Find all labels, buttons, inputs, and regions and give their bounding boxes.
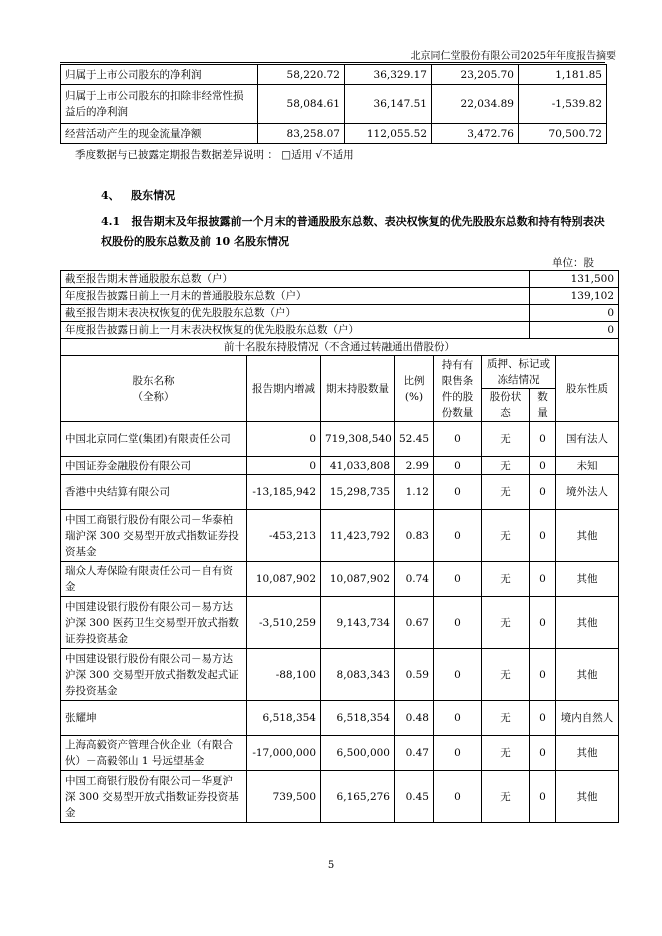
ratio-value: 0.67 <box>395 597 434 649</box>
change-value: 0 <box>247 457 321 475</box>
q2-value: 112,055.52 <box>345 124 432 144</box>
pledge-qty-value: 0 <box>530 649 556 701</box>
change-value: -3,510,259 <box>247 597 321 649</box>
section-heading <box>101 187 175 203</box>
change-value: 0 <box>247 422 321 457</box>
totals-row <box>61 271 619 288</box>
restricted-value: 0 <box>434 649 482 701</box>
pledge-status-value: 无 <box>482 597 530 649</box>
pledge-qty-value: 0 <box>530 736 556 771</box>
end-shares-value: 41,033,808 <box>321 457 395 475</box>
nature-value: 其他 <box>556 562 619 597</box>
shareholder-name: 中国北京同仁堂(集团)有限责任公司 <box>61 422 247 457</box>
restricted-value: 0 <box>434 457 482 475</box>
ratio-value: 52.45 <box>395 422 434 457</box>
q1-value: 58,220.72 <box>258 65 345 85</box>
restricted-value: 0 <box>434 562 482 597</box>
shareholder-name: 中国建设银行股份有限公司－易方达沪深 300 医药卫生交易型开放式指数证券投资基金 <box>61 597 247 649</box>
pledge-qty-value: 0 <box>530 422 556 457</box>
nature-value: 国有法人 <box>556 422 619 457</box>
header-divider <box>60 62 605 63</box>
end-shares-value: 6,500,000 <box>321 736 395 771</box>
change-value: 6,518,354 <box>247 701 321 736</box>
table-row <box>61 562 619 597</box>
table-row <box>61 736 619 771</box>
table-row <box>61 85 607 124</box>
ratio-value: 0.59 <box>395 649 434 701</box>
totals-value: 131,500 <box>530 271 619 288</box>
shareholder-name: 香港中央结算有限公司 <box>61 475 247 510</box>
q2-value: 36,147.51 <box>345 85 432 124</box>
nature-value: 其他 <box>556 597 619 649</box>
end-shares-value: 8,083,343 <box>321 649 395 701</box>
page-number: 5 <box>327 860 335 871</box>
shareholder-name: 中国建设银行股份有限公司－易方达沪深 300 交易型开放式指数发起式证券投资基金 <box>61 649 247 701</box>
totals-value: 0 <box>530 305 619 322</box>
col-change: 报告期内增减 <box>247 356 321 422</box>
pledge-qty-value: 0 <box>530 771 556 823</box>
table-row <box>61 771 619 823</box>
table-row <box>61 701 619 736</box>
change-value: 10,087,902 <box>247 562 321 597</box>
pledge-qty-value: 0 <box>530 562 556 597</box>
ratio-value: 2.99 <box>395 457 434 475</box>
end-shares-value: 11,423,792 <box>321 510 395 562</box>
q4-value: 70,500.72 <box>519 124 607 144</box>
nature-value: 境外法人 <box>556 475 619 510</box>
q3-value: 23,205.70 <box>432 65 519 85</box>
col-pledge-status: 股份状态 <box>482 389 530 422</box>
ratio-value: 0.45 <box>395 771 434 823</box>
totals-value: 0 <box>530 322 619 339</box>
column-header-row <box>61 356 619 389</box>
end-shares-value: 10,087,902 <box>321 562 395 597</box>
col-nature: 股东性质 <box>556 356 619 422</box>
quarterly-financial-table <box>60 64 607 144</box>
col-end-shares: 期末持股数量 <box>321 356 395 422</box>
row-label: 经营活动产生的现金流量净额 <box>61 124 258 144</box>
restricted-value: 0 <box>434 736 482 771</box>
unit-label: 单位：股 <box>552 257 594 269</box>
pledge-status-value: 无 <box>482 649 530 701</box>
subsection-heading <box>101 212 611 252</box>
totals-label: 截至报告期末普通股股东总数（户） <box>61 271 530 288</box>
section-number: 4、 <box>101 189 120 202</box>
pledge-status-value: 无 <box>482 510 530 562</box>
ratio-value: 0.83 <box>395 510 434 562</box>
pledge-qty-value: 0 <box>530 475 556 510</box>
top10-title: 前十名股东持股情况（不含通过转融通出借股份） <box>61 339 619 356</box>
totals-row <box>61 288 619 305</box>
shareholder-name: 中国工商银行股份有限公司－华泰柏瑞沪深 300 交易型开放式指数证券投资基金 <box>61 510 247 562</box>
col-restricted: 持有有限售条件的股份数量 <box>434 356 482 422</box>
nature-value: 未知 <box>556 457 619 475</box>
totals-row <box>61 322 619 339</box>
nature-value: 其他 <box>556 771 619 823</box>
shareholder-name: 瑞众人寿保险有限责任公司－自有资金 <box>61 562 247 597</box>
pledge-status-value: 无 <box>482 771 530 823</box>
shareholder-name: 张耀坤 <box>61 701 247 736</box>
change-value: -453,213 <box>247 510 321 562</box>
ratio-value: 0.74 <box>395 562 434 597</box>
shareholder-table <box>60 270 619 823</box>
ratio-value: 0.48 <box>395 701 434 736</box>
q1-value: 83,258.07 <box>258 124 345 144</box>
row-label: 归属于上市公司股东的净利润 <box>61 65 258 85</box>
change-value: 739,500 <box>247 771 321 823</box>
q3-value: 22,034.89 <box>432 85 519 124</box>
totals-value: 139,102 <box>530 288 619 305</box>
shareholder-name: 上海高毅资产管理合伙企业（有限合伙）－高毅邻山 1 号远望基金 <box>61 736 247 771</box>
table-row <box>61 124 607 144</box>
pledge-status-value: 无 <box>482 475 530 510</box>
table-row <box>61 510 619 562</box>
difference-note: 季度数据与已披露定期报告数据差异说明 ： □适用 √不适用 <box>75 149 354 161</box>
shareholder-rows <box>61 422 619 823</box>
ratio-value: 0.47 <box>395 736 434 771</box>
nature-value: 其他 <box>556 649 619 701</box>
restricted-value: 0 <box>434 475 482 510</box>
restricted-value: 0 <box>434 771 482 823</box>
row-label: 归属于上市公司股东的扣除非经常性损益后的净利润 <box>61 85 258 124</box>
table-row <box>61 475 619 510</box>
section-title: 股东情况 <box>131 189 176 202</box>
nature-value: 其他 <box>556 510 619 562</box>
change-value: -88,100 <box>247 649 321 701</box>
pledge-status-value: 无 <box>482 562 530 597</box>
q1-value: 58,084.61 <box>258 85 345 124</box>
end-shares-value: 6,518,354 <box>321 701 395 736</box>
pledge-status-value: 无 <box>482 457 530 475</box>
totals-row <box>61 305 619 322</box>
pledge-qty-value: 0 <box>530 701 556 736</box>
col-pledge-qty: 数量 <box>530 389 556 422</box>
table-row <box>61 422 619 457</box>
change-value: -13,185,942 <box>247 475 321 510</box>
ratio-value: 1.12 <box>395 475 434 510</box>
shareholder-name: 中国工商银行股份有限公司－华夏沪深 300 交易型开放式指数证券投资基金 <box>61 771 247 823</box>
pledge-status-value: 无 <box>482 422 530 457</box>
q2-value: 36,329.17 <box>345 65 432 85</box>
subsection-number: 4.1 <box>101 215 121 228</box>
pledge-qty-value: 0 <box>530 457 556 475</box>
totals-label: 截至报告期末表决权恢复的优先股股东总数（户） <box>61 305 530 322</box>
table-row <box>61 649 619 701</box>
table-row <box>61 65 607 85</box>
change-value: -17,000,000 <box>247 736 321 771</box>
q4-value: -1,539.82 <box>519 85 607 124</box>
col-name: 股东名称 （全称） <box>61 356 247 422</box>
nature-value: 境内自然人 <box>556 701 619 736</box>
pledge-qty-value: 0 <box>530 510 556 562</box>
subsection-title: 报告期末及年报披露前一个月末的普通股股东总数、表决权恢复的优先股股东总数和持有特别表决权股份的股东总数及前 10 名股东情况 <box>101 215 605 248</box>
restricted-value: 0 <box>434 597 482 649</box>
document-header: 北京同仁堂股份有限公司2025年年度报告摘要 <box>410 51 616 62</box>
pledge-qty-value: 0 <box>530 597 556 649</box>
totals-label: 年度报告披露日前上一月末的普通股股东总数（户） <box>61 288 530 305</box>
restricted-value: 0 <box>434 701 482 736</box>
end-shares-value: 15,298,735 <box>321 475 395 510</box>
end-shares-value: 6,165,276 <box>321 771 395 823</box>
pledge-status-value: 无 <box>482 701 530 736</box>
restricted-value: 0 <box>434 510 482 562</box>
section-title-row <box>61 339 619 356</box>
q3-value: 3,472.76 <box>432 124 519 144</box>
end-shares-value: 719,308,540 <box>321 422 395 457</box>
end-shares-value: 9,143,734 <box>321 597 395 649</box>
q4-value: 1,181.85 <box>519 65 607 85</box>
table-row <box>61 597 619 649</box>
col-ratio: 比例 (%) <box>395 356 434 422</box>
col-pledge-group: 质押、标记或冻结情况 <box>482 356 556 389</box>
nature-value: 其他 <box>556 736 619 771</box>
table-row <box>61 457 619 475</box>
totals-label: 年度报告披露日前上一月末表决权恢复的优先股股东总数（户） <box>61 322 530 339</box>
pledge-status-value: 无 <box>482 736 530 771</box>
restricted-value: 0 <box>434 422 482 457</box>
shareholder-name: 中国证券金融股份有限公司 <box>61 457 247 475</box>
